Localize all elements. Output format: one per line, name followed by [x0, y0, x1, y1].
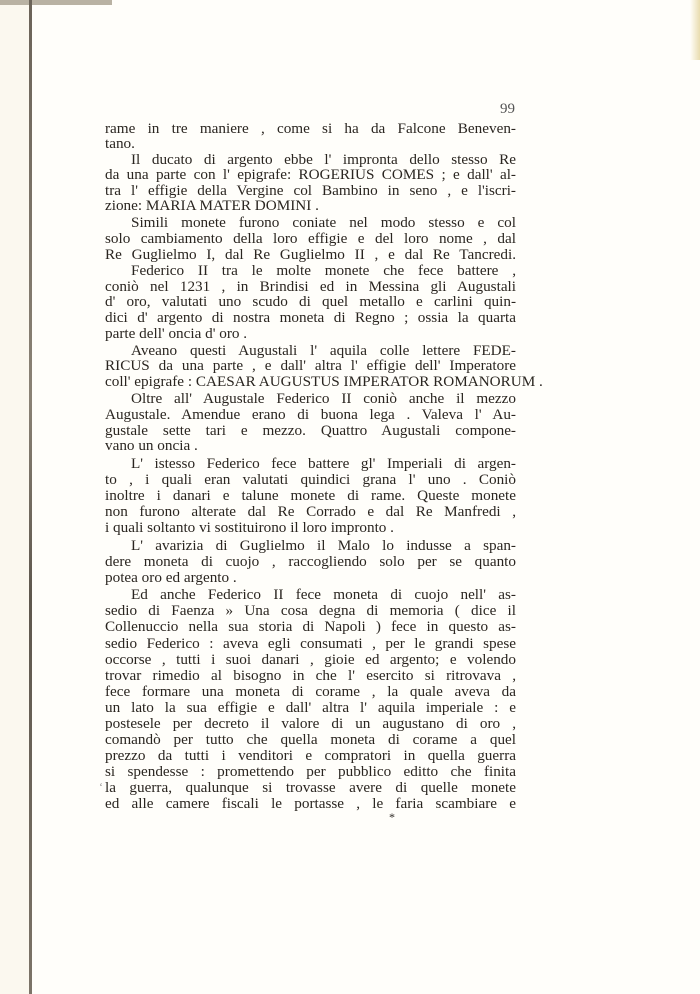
text-line: Il ducato di argento ebbe l' impronta dello stesso Re — [131, 151, 516, 168]
text-line: potea oro ed argento . — [105, 569, 237, 586]
text-line: non furono alterate dal Re Corrado e dal Re Manfredi , — [105, 503, 516, 520]
text-line: Federico II tra le molte monete che fece battere , — [131, 262, 516, 279]
text-line: Aveano questi Augustali l' aquila colle lettere FEDE- — [131, 342, 516, 359]
text-line: gustale sette tari e mezzo. Quattro Augustali compone- — [105, 422, 516, 439]
book-gutter-line — [29, 0, 32, 994]
text-line: prezzo da tutti i venditori e compratori in quella guerra — [105, 747, 516, 764]
text-line: da una parte con l' epigrafe: ROGERIUS COMES ; e dall' al- — [105, 166, 516, 183]
text-line: Simili monete furono coniate nel modo stesso e col — [131, 214, 516, 231]
text-line: inoltre i danari e talune monete di rame. Queste monete — [105, 487, 516, 504]
text-line: vano un oncia . — [105, 437, 198, 454]
text-line: sedio di Faenza » Una cosa degna di memoria ( dice il — [105, 602, 516, 619]
text-line: postesele per decreto il valore di un augustano di oro , — [105, 715, 516, 732]
text-line: coniò nel 1231 , in Brindisi ed in Messina gli Augustali — [105, 278, 516, 295]
text-line: i quali soltanto vi sostituirono il loro impronto . — [105, 519, 394, 536]
text-line: Ed anche Federico II fece moneta di cuojo nell' as- — [131, 586, 516, 603]
text-line: tra l' effigie della Vergine col Bambino in seno , e l'iscri- — [105, 182, 516, 199]
text-line: dere moneta di cuojo , raccogliendo solo per se quanto — [105, 553, 516, 570]
text-line: L' avarizia di Guglielmo il Malo lo indusse a span- — [131, 537, 516, 554]
text-line: un lato la sua effigie e dall' altra l' aquila imperiale : e — [105, 699, 516, 716]
text-line: tano. — [105, 135, 135, 152]
text-line: occorse , tutti i suoi danari , gioie ed argento; e volendo — [105, 651, 516, 668]
page-margin-left — [0, 0, 29, 994]
text-line: solo cambiamento della loro effigie e del loro nome , dal — [105, 230, 516, 247]
text-line: comandò per tutto che quella moneta di corame a quel — [105, 731, 516, 748]
margin-mark: ‘ — [99, 780, 103, 794]
text-line: Augustale. Amendue erano di buona lega . Valeva l' Au- — [105, 406, 516, 423]
text-line: rame in tre maniere , come si ha da Falcone Beneven- — [105, 120, 516, 137]
text-line: to , i quali eran valutati quindici grana l' uno . Coniò — [105, 471, 516, 488]
page-number: 99 — [500, 101, 515, 117]
text-line: zione: MARIA MATER DOMINI . — [105, 197, 319, 214]
signature-mark: * — [389, 810, 395, 824]
text-line: coll' epigrafe : CAESAR AUGUSTUS IMPERATOR ROMANORUM . — [105, 373, 543, 390]
text-line: trovar rimedio al bisogno in che l' esercito si ritrovava , — [105, 667, 516, 684]
text-line: Oltre all' Augustale Federico II coniò anche il mezzo — [131, 390, 516, 407]
page-stain — [690, 0, 700, 60]
text-line: Collenuccio nella sua storia di Napoli ) fece in questo as- — [105, 618, 516, 635]
text-line: fece formare una moneta di corame , la quale aveva da — [105, 683, 516, 700]
text-line: ed alle camere fiscali le portasse , le faria scambiare e — [105, 795, 516, 812]
text-line: d' oro, valutati uno scudo di quel metallo e carlini quin- — [105, 293, 516, 310]
text-line: L' istesso Federico fece battere gl' Imperiali di argen- — [131, 455, 516, 472]
text-line: si spendesse : promettendo per pubblico editto che finita — [105, 763, 516, 780]
text-line: parte dell' oncia d' oro . — [105, 325, 248, 342]
text-line: RICUS da una parte , e dall' altra l' effigie dell' Imperatore — [105, 357, 516, 374]
text-line: sedio Federico : aveva egli consumati , per le grandi spese — [105, 635, 516, 652]
text-line: la guerra, qualunque si trovasse avere di quelle monete — [105, 779, 516, 796]
scan-edge — [0, 0, 112, 5]
text-line: Re Guglielmo I, dal Re Guglielmo II , e dal Re Tancredi. — [105, 246, 516, 263]
text-line: dici d' argento di nostra moneta di Regno ; ossia la quarta — [105, 309, 516, 326]
